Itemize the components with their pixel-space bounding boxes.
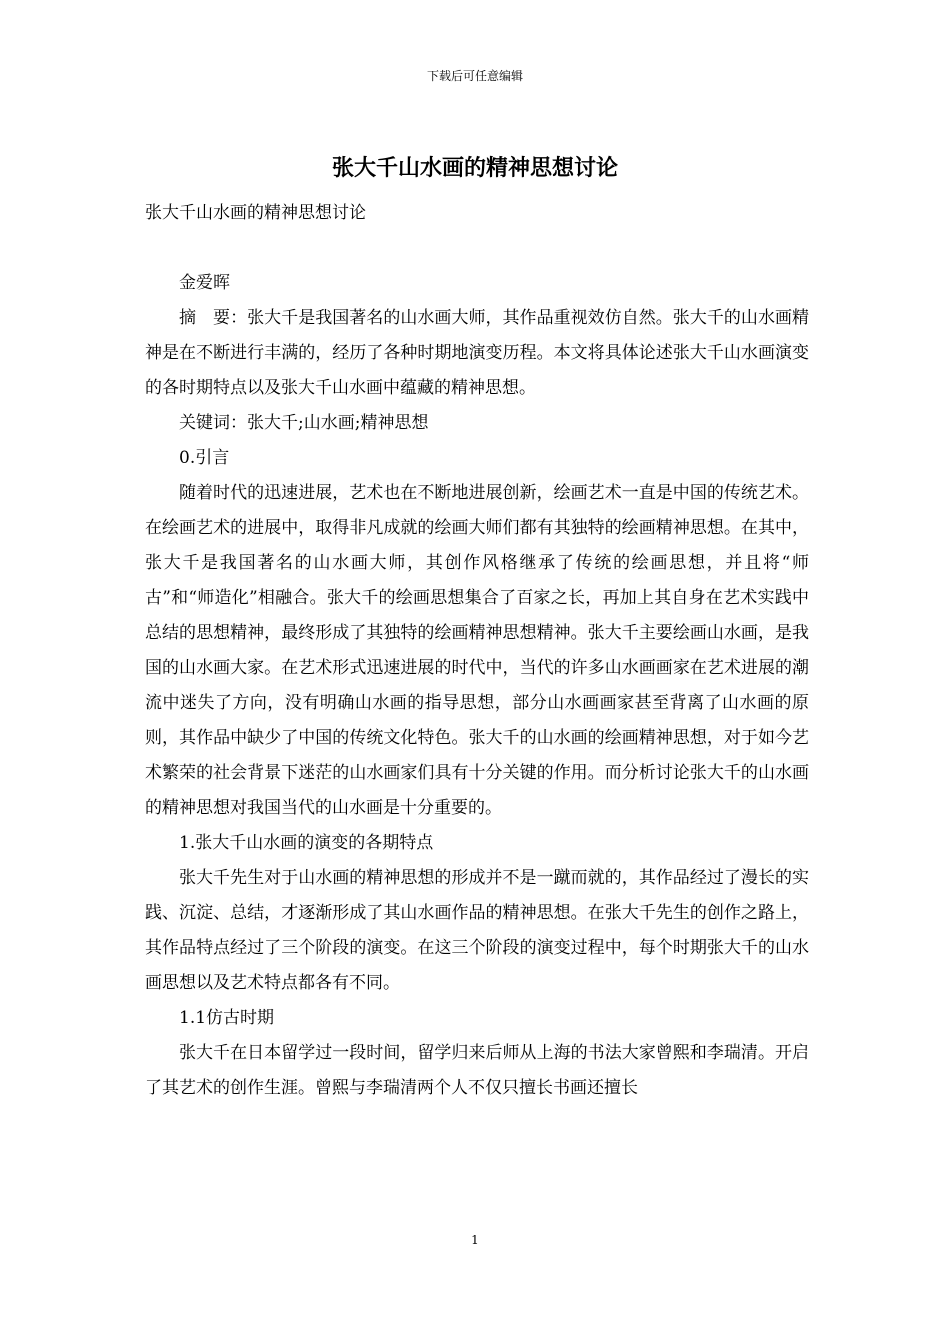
document-subtitle: 张大千山水画的精神思想讨论 — [145, 203, 366, 223]
page-header-note: 下载后可任意编辑 — [426, 69, 523, 83]
section-heading: 0.引言 — [179, 448, 230, 468]
subsection-heading: 1.1仿古时期 — [179, 1008, 275, 1028]
document-title: 张大千山水画的精神思想讨论 — [331, 156, 618, 181]
blank-line — [145, 231, 809, 266]
document-body — [145, 196, 809, 1106]
body-paragraph: 随着时代的迅速进展，艺术也在不断地进展创新，绘画艺术一直是中国的传统艺术。在绘画艺术的进展中，取得非凡成就的绘画大师们都有其独特的绘画精神思想。在其中，张大千是我国著名的山水画大师，其创作风格继承了传统的绘画思想，并且将“师古”和“师造化”相融合。张大千的绘画思想集合了百家之长，再加上其自身在艺术实践中总结的思想精神，最终形成了其独特的绘画精神思想精神。张大千主要绘画山水画，是我国的山水画大家。在艺术形式迅速进展的时代中，当代的许多山水画画家在艺术进展的潮流中迷失了方向，没有明确山水画的指导思想，部分山水画画家甚至背离了山水画的原则，其作品中缺少了中国的传统文化特色。张大千的山水画的绘画精神思想，对于如今艺术繁荣的社会背景下迷茫的山水画家们具有十分关键的作用。而分析讨论张大千的山水画的精神思想对我国当代的山水画是十分重要的。 — [145, 483, 809, 818]
author-name: 金爱晖 — [179, 273, 230, 293]
abstract-paragraph: 摘 要：张大千是我国著名的山水画大师，其作品重视效仿自然。张大千的山水画精神是在不断进行丰满的，经历了各种时期地演变历程。本文将具体论述张大千山水画演变的各时期特点以及张大千山水画中蕴藏的精神思想。 — [145, 308, 809, 398]
page-number: 1 — [471, 1233, 479, 1247]
body-paragraph: 张大千在日本留学过一段时间，留学归来后师从上海的书法大家曾熙和李瑞清。开启了其艺术的创作生涯。曾熙与李瑞清两个人不仅只擅长书画还擅长 — [145, 1043, 809, 1098]
body-paragraph: 张大千先生对于山水画的精神思想的形成并不是一蹴而就的，其作品经过了漫长的实践、沉淀、总结，才逐渐形成了其山水画作品的精神思想。在张大千先生的创作之路上，其作品特点经过了三个阶段的演变。在这三个阶段的演变过程中，每个时期张大千的山水画思想以及艺术特点都各有不同。 — [145, 868, 809, 993]
keywords-line: 关键词：张大千;山水画;精神思想 — [179, 413, 429, 433]
section-heading: 1.张大千山水画的演变的各期特点 — [179, 833, 434, 853]
